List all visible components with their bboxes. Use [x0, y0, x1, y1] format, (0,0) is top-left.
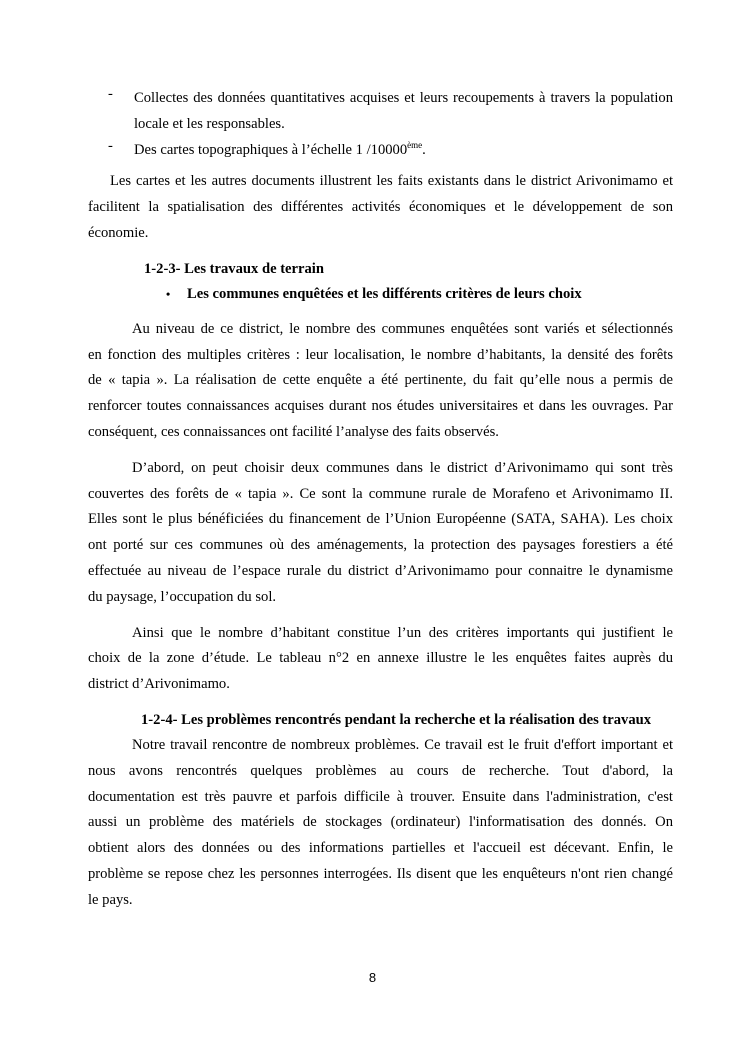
text-line: aussi un problème des matériels de stockages (ordinateur) l'informatisation des donnés. On — [88, 814, 673, 831]
list-end: . — [422, 141, 426, 158]
text-line: locale et les responsables. — [134, 115, 285, 132]
superscript: ème — [407, 139, 423, 150]
paragraph — [88, 456, 673, 611]
list-dash: - — [108, 86, 113, 102]
text-line: documentation est très pauvre et parfois difficile à trouver. Ensuite dans l'administration, c'est — [88, 788, 673, 805]
text-line: nous avons rencontrés quelques problèmes au cours de recherche. Tout d'abord, la — [88, 762, 673, 779]
text-line: Elles sont le plus bénéficiées du financement de l’Union Européenne (SATA, SAHA). Les choix — [88, 511, 673, 528]
text-line: Ainsi que le nombre d’habitant constitue l’un des critères importants qui justifient le — [132, 624, 673, 641]
text-line: ont porté sur ces communes où des aménagements, la protection des paysages forestiers a été — [88, 537, 673, 554]
text-line: Notre travail rencontre de nombreux problèmes. Ce travail est le fruit d'effort important et — [132, 736, 673, 753]
section-heading: 1-2-3- Les travaux de terrain — [144, 260, 324, 277]
text-line: facilitent la spatialisation des différentes activités économiques et le développement de son — [88, 199, 673, 216]
text-line: district d’Arivonimamo. — [88, 676, 230, 693]
paragraph — [88, 317, 673, 446]
list-text: Des cartes topographiques à l’échelle 1 /10000 — [134, 141, 408, 158]
text-line: économie. — [88, 224, 149, 241]
subheading-text: Les communes enquêtées et les différents critères de leurs choix — [187, 285, 582, 302]
text-line: du paysage, l’occupation du sol. — [88, 588, 277, 605]
page-number: 8 — [368, 970, 377, 985]
text-line — [134, 138, 673, 164]
page-content — [88, 86, 673, 914]
text-line: couvertes des forêts de « tapia ». Ce sont la commune rurale de Morafeno et Arivonimamo II. — [88, 485, 673, 502]
text-line: Au niveau de ce district, le nombre des communes enquêtées sont variés et sélectionnés — [132, 320, 673, 337]
text-line: le pays. — [88, 891, 133, 908]
text-line: problème se repose chez les personnes interrogées. Ils disent que les enquêteurs n'ont rien changé — [88, 865, 673, 882]
text-line: renforcer toutes connaissances acquises durant nos études universitaires et dans les ouvrages. Par — [88, 398, 673, 415]
list-item — [88, 86, 673, 138]
paragraph — [88, 621, 673, 698]
text-line: de « tapia ». La réalisation de cette enquête a été pertinente, du fait qu’elle nous a permis de — [88, 372, 673, 389]
bullet-icon: • — [166, 286, 171, 301]
subheading — [88, 282, 673, 307]
text-line: Collectes des données quantitatives acquises et leurs recoupements à travers la population — [134, 90, 673, 106]
text-line: obtient alors des données ou des informations partielles et l'accueil est décevant. Enfin, le — [88, 840, 673, 857]
paragraph — [88, 733, 673, 914]
text-line: choix de la zone d’étude. Le tableau n°2 en annexe illustre le les enquêtes faites auprès du — [88, 650, 673, 667]
text-line: Les cartes et les autres documents illustrent les faits existants dans le district Arivonimamo et — [110, 173, 673, 190]
text-line: D’abord, on peut choisir deux communes dans le district d’Arivonimamo qui sont très — [132, 459, 673, 476]
text-line: conséquent, ces connaissances ont facilité l’analyse des faits observés. — [88, 423, 499, 440]
text-line: effectuée au niveau de l’espace rurale du district d’Arivonimamo pour connaitre le dynamisme — [88, 562, 673, 579]
list-dash: - — [108, 137, 113, 154]
section-heading: 1-2-4- Les problèmes rencontrés pendant la recherche et la réalisation des travaux — [141, 711, 652, 728]
text-line: en fonction des multiples critères : leur localisation, le nombre d’habitants, la densité des forêts — [88, 346, 673, 363]
list-item — [88, 138, 673, 164]
paragraph — [88, 169, 673, 246]
